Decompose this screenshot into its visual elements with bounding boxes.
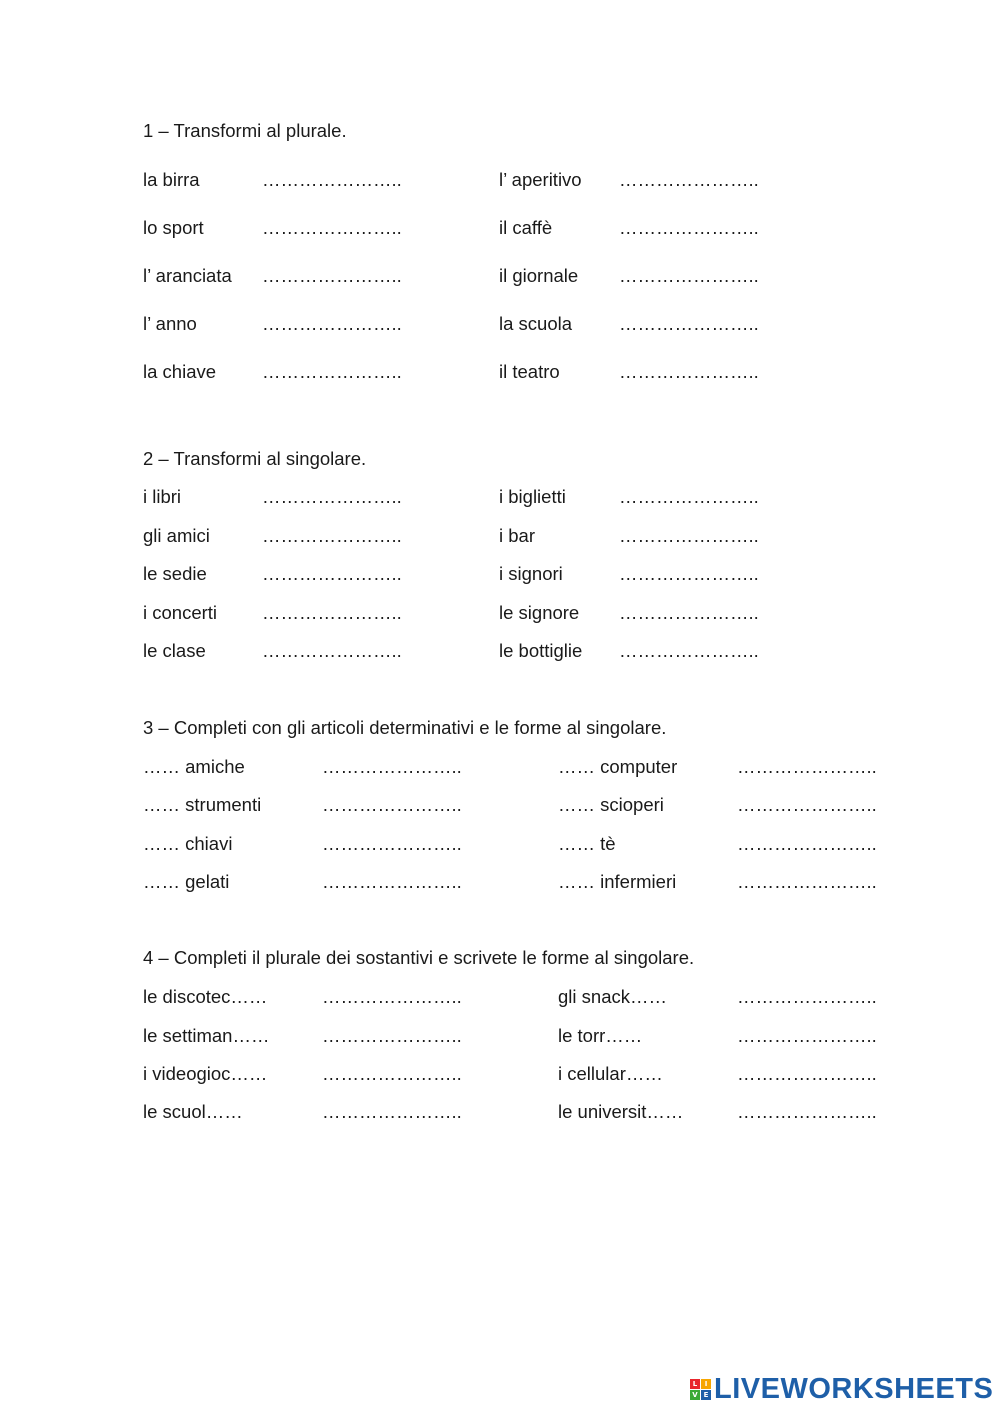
answer-blank[interactable]: …………………..	[322, 986, 462, 1007]
answer-blank[interactable]: …………………..	[262, 602, 402, 623]
section-2-word: i signori	[499, 563, 563, 584]
section-4-heading: 4 – Completi il plurale dei sostantivi e scrivete le forme al singolare.	[143, 947, 695, 968]
answer-blank[interactable]: …………………..	[262, 217, 402, 238]
answer-blank[interactable]: …………………..	[619, 361, 759, 382]
answer-blank[interactable]: …………………..	[262, 313, 402, 334]
section-2-word: le signore	[499, 602, 580, 623]
section-3-word: …… scioperi	[558, 794, 664, 815]
answer-blank[interactable]: …………………..	[737, 1063, 877, 1084]
section-3-word: …… chiavi	[143, 833, 233, 854]
section-4-word: le universit……	[558, 1101, 684, 1122]
section-2-word: i bar	[499, 525, 535, 546]
section-4-word: le torr……	[558, 1025, 643, 1046]
section-4-word: le discotec……	[143, 986, 268, 1007]
answer-blank[interactable]: …………………..	[322, 1025, 462, 1046]
logo-mark-letter: E	[701, 1390, 711, 1400]
answer-blank[interactable]: …………………..	[737, 756, 877, 777]
section-1-word: l’ aperitivo	[499, 169, 582, 190]
answer-blank[interactable]: …………………..	[619, 563, 759, 584]
section-2-word: i libri	[143, 486, 182, 507]
answer-blank[interactable]: …………………..	[619, 486, 759, 507]
logo-mark-letter: I	[701, 1379, 711, 1389]
answer-blank[interactable]: …………………..	[619, 313, 759, 334]
section-1-word: la chiave	[143, 361, 217, 382]
answer-blank[interactable]: …………………..	[322, 756, 462, 777]
section-2-word: le bottiglie	[499, 640, 583, 661]
answer-blank[interactable]: …………………..	[262, 486, 402, 507]
answer-blank[interactable]: …………………..	[262, 640, 402, 661]
section-3-word: …… gelati	[143, 871, 230, 892]
section-4-word: i cellular……	[558, 1063, 663, 1084]
section-1-word: il caffè	[499, 217, 553, 238]
section-4-word: i videogioc……	[143, 1063, 268, 1084]
answer-blank[interactable]: …………………..	[262, 563, 402, 584]
answer-blank[interactable]: …………………..	[322, 794, 462, 815]
section-1-word: la scuola	[499, 313, 573, 334]
answer-blank[interactable]: …………………..	[619, 169, 759, 190]
answer-blank[interactable]: …………………..	[322, 1101, 462, 1122]
section-4-word: le scuol……	[143, 1101, 243, 1122]
section-3-word: …… strumenti	[143, 794, 262, 815]
answer-blank[interactable]: …………………..	[619, 265, 759, 286]
section-1-heading: 1 – Transformi al plurale.	[143, 120, 347, 141]
logo-mark-letter: L	[690, 1379, 700, 1389]
section-2-word: gli amici	[143, 525, 210, 546]
section-4-word: gli snack……	[558, 986, 667, 1007]
liveworksheets-logo-icon	[690, 1379, 711, 1400]
section-2-word: i biglietti	[499, 486, 566, 507]
section-2-word: le clase	[143, 640, 206, 661]
answer-blank[interactable]: …………………..	[262, 361, 402, 382]
section-3-word: …… computer	[558, 756, 678, 777]
liveworksheets-logo-text: LIVEWORKSHEETS	[714, 1372, 994, 1405]
section-3-word: …… amiche	[143, 756, 245, 777]
section-1-word: il giornale	[499, 265, 579, 286]
liveworksheets-logo	[690, 1373, 993, 1405]
section-4-word: le settiman……	[143, 1025, 270, 1046]
answer-blank[interactable]: …………………..	[619, 217, 759, 238]
section-2-word: i concerti	[143, 602, 218, 623]
answer-blank[interactable]: …………………..	[737, 1025, 877, 1046]
section-1-word: il teatro	[499, 361, 560, 382]
answer-blank[interactable]: …………………..	[262, 265, 402, 286]
section-3-word: …… tè	[558, 833, 616, 854]
section-1-word: l’ anno	[143, 313, 197, 334]
section-2-word: le sedie	[143, 563, 207, 584]
logo-mark-letter: V	[690, 1390, 700, 1400]
answer-blank[interactable]: …………………..	[619, 640, 759, 661]
answer-blank[interactable]: …………………..	[322, 871, 462, 892]
answer-blank[interactable]: …………………..	[262, 169, 402, 190]
answer-blank[interactable]: …………………..	[322, 833, 462, 854]
answer-blank[interactable]: …………………..	[322, 1063, 462, 1084]
answer-blank[interactable]: …………………..	[737, 986, 877, 1007]
section-3-heading: 3 – Completi con gli articoli determinativi e le forme al singolare.	[143, 717, 667, 738]
answer-blank[interactable]: …………………..	[619, 602, 759, 623]
section-1-word: l’ aranciata	[143, 265, 232, 286]
section-3-word: …… infermieri	[558, 871, 677, 892]
answer-blank[interactable]: …………………..	[737, 871, 877, 892]
answer-blank[interactable]: …………………..	[737, 1101, 877, 1122]
section-2-heading: 2 – Transformi al singolare.	[143, 448, 367, 469]
answer-blank[interactable]: …………………..	[262, 525, 402, 546]
answer-blank[interactable]: …………………..	[737, 794, 877, 815]
section-1-word: la birra	[143, 169, 200, 190]
section-1-word: lo sport	[143, 217, 204, 238]
answer-blank[interactable]: …………………..	[737, 833, 877, 854]
answer-blank[interactable]: …………………..	[619, 525, 759, 546]
